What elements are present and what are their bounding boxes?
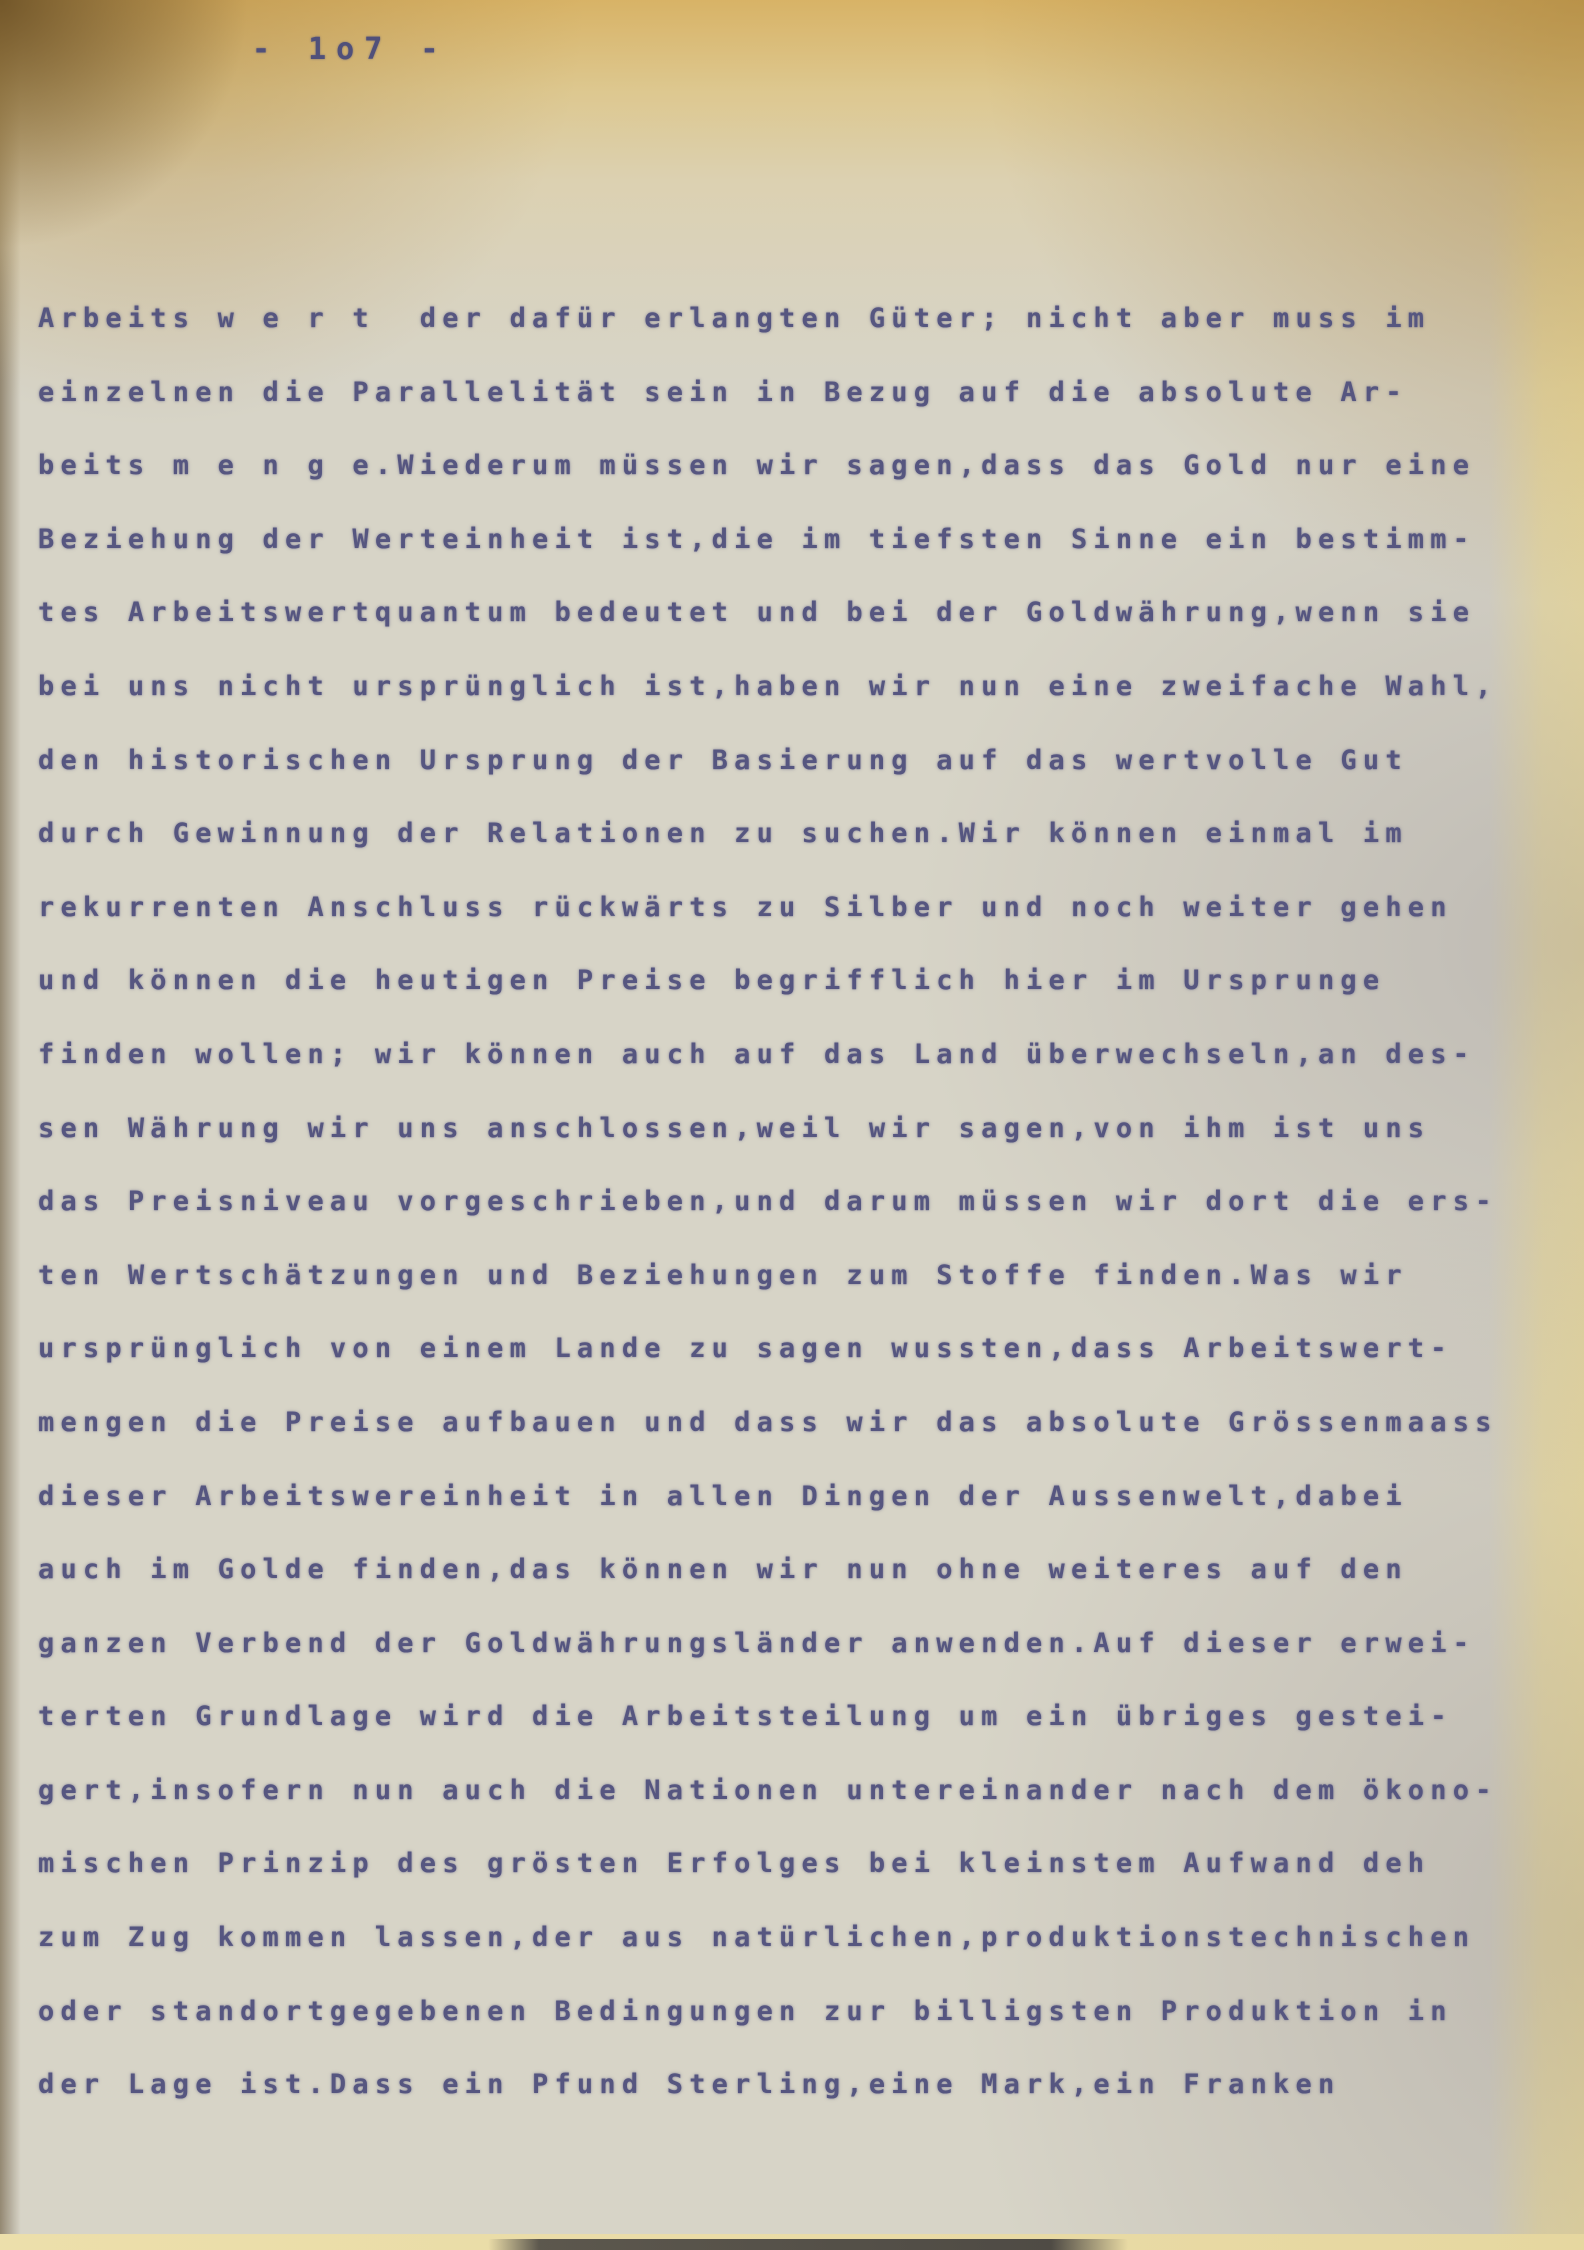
text-line: Beziehung der Werteinheit ist,die im tiefsten Sinne ein bestimm-	[38, 523, 1476, 555]
text-line: finden wollen; wir können auch auf das Land überwechseln,an des-	[38, 1038, 1476, 1070]
text-line: durch Gewinnung der Relationen zu suchen.Wir können einmal im	[38, 818, 1408, 850]
text-line: ten Wertschätzungen und Beziehungen zum Stoffe finden.Was wir	[38, 1259, 1408, 1291]
text-line: oder standortgegebenen Bedingungen zur billigsten Produktion in	[38, 1995, 1453, 2027]
text-line: mischen Prinzip des grösten Erfolges bei kleinstem Aufwand deh	[38, 1848, 1431, 1880]
text-line: sen Währung wir uns anschlossen,weil wir sagen,von ihm ist uns	[38, 1112, 1431, 1144]
text-line: ursprünglich von einem Lande zu sagen wussten,dass Arbeitswert-	[38, 1333, 1453, 1365]
text-line: einzelnen die Parallelität sein in Bezug auf die absolute Ar-	[38, 376, 1408, 408]
text-line: der Lage ist.Dass ein Pfund Sterling,eine Mark,ein Franken	[38, 2069, 1341, 2101]
text-line: den historischen Ursprung der Basierung auf das wertvolle Gut	[38, 744, 1408, 776]
page-number: - 1o7 -	[252, 32, 449, 67]
text-line: zum Zug kommen lassen,der aus natürlichen,produktionstechnischen	[38, 1922, 1476, 1954]
text-line: das Preisniveau vorgeschrieben,und darum müssen wir dort die ers-	[38, 1186, 1498, 1218]
scan-shadow-bottom	[488, 2239, 1128, 2250]
typewritten-text-block	[38, 282, 1558, 2122]
text-line: und können die heutigen Preise begrifflich hier im Ursprunge	[38, 965, 1386, 997]
text-line: rekurrenten Anschluss rückwärts zu Silber und noch weiter gehen	[38, 891, 1453, 923]
text-line: Arbeits w e r t der dafür erlangten Güter; nicht aber muss im	[38, 303, 1431, 334]
text-line: terten Grundlage wird die Arbeitsteilung um ein übriges gestei-	[38, 1701, 1453, 1733]
text-line: mengen die Preise aufbauen und dass wir das absolute Grössenmaass	[38, 1406, 1498, 1438]
text-line: beits m e n g e.Wiederum müssen wir sagen,dass das Gold nur eine	[38, 450, 1476, 482]
text-line: ganzen Verbend der Goldwährungsländer anwenden.Auf dieser erwei-	[38, 1627, 1476, 1659]
text-line: bei uns nicht ursprünglich ist,haben wir nun eine zweifache Wahl,	[38, 670, 1498, 702]
text-line: dieser Arbeitswereinheit in allen Dingen der Aussenwelt,dabei	[38, 1480, 1408, 1512]
text-line: gert,insofern nun auch die Nationen untereinander nach dem ökono-	[38, 1774, 1498, 1806]
text-line: tes Arbeitswertquantum bedeutet und bei der Goldwährung,wenn sie	[38, 597, 1476, 629]
text-line: auch im Golde finden,das können wir nun ohne weiteres auf den	[38, 1554, 1408, 1586]
